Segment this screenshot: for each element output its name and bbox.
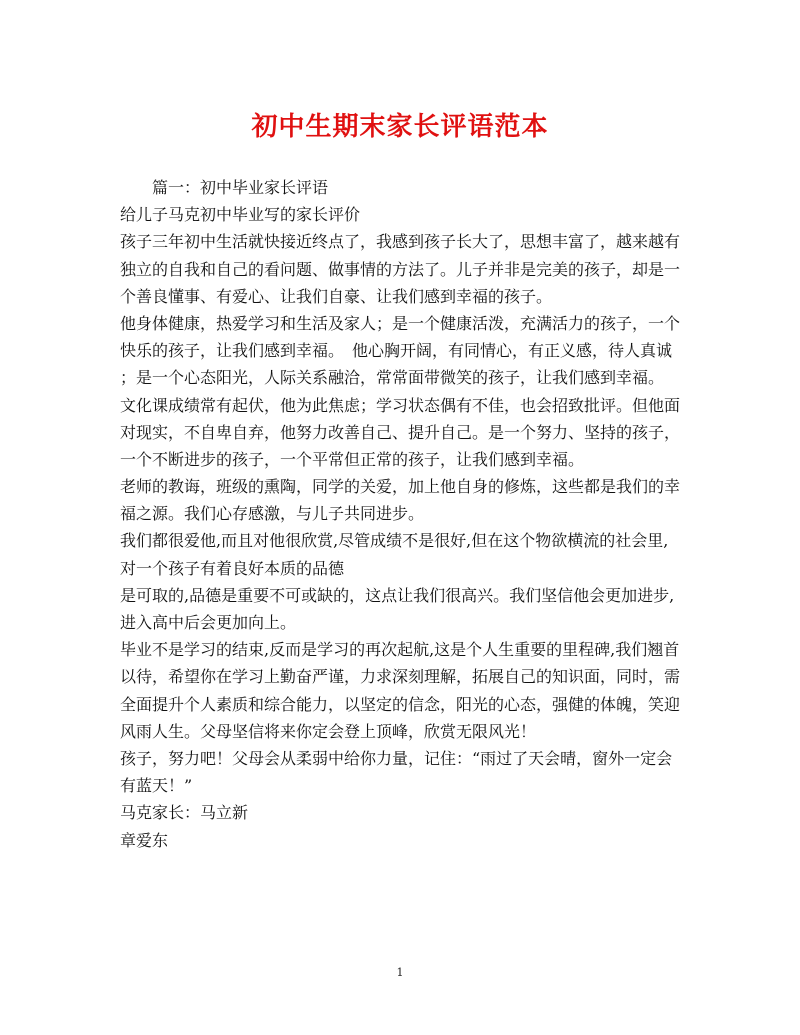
text-line: 是可取的,品德是重要不可或缺的，这点让我们很高兴。我们坚信他会更加进步,	[120, 585, 675, 605]
text-line: 快乐的孩子，让我们感到幸福。 他心胸开阔，有同情心，有正义感，待人真诚	[120, 341, 673, 361]
text-line: 独立的自我和自己的看问题、做事情的方法了。儿子并非是完美的孩子，却是一	[120, 259, 680, 279]
text-line: 有蓝天！”	[120, 776, 193, 796]
page-number: 1	[396, 966, 404, 979]
text-line: 全面提升个人素质和综合能力，以坚定的信念，阳光的心态，强健的体魄，笑迎	[120, 694, 680, 714]
text-line: 给儿子马克初中毕业写的家长评价	[120, 205, 361, 225]
text-line: 文化课成绩常有起伏，他为此焦虑；学习状态偶有不佳，也会招致批评。但他面	[120, 395, 680, 415]
text-line: 一个不断进步的孩子，一个平常但正常的孩子，让我们感到幸福。	[120, 449, 585, 469]
text-line: 福之源。我们心存感激，与儿子共同进步。	[120, 504, 425, 524]
text-line: 毕业不是学习的结束,反而是学习的再次起航,这是个人生重要的里程碑,我们翘首	[120, 640, 680, 660]
text-line: 风雨人生。父母坚信将来你定会登上顶峰，欣赏无限风光！	[120, 721, 537, 741]
signature-line: 章爱东	[120, 830, 169, 850]
text-line: 对一个孩子有着良好本质的品德	[120, 558, 345, 578]
text-line: 对现实，不自卑自弃，他努力改善自己、提升自己。是一个努力、坚持的孩子，	[120, 422, 680, 442]
text-line: 个善良懂事、有爱心、让我们自豪、让我们感到幸福的孩子。	[120, 286, 553, 306]
text-line: 我们都很爱他,而且对他很欣赏,尽管成绩不是很好,但在这个物欲横流的社会里,	[120, 531, 669, 551]
document-title: 初中生期末家长评语范本	[251, 112, 549, 142]
text-line: 进入高中后会更加向上。	[120, 613, 297, 632]
signature-line: 马克家长：马立新	[120, 803, 249, 823]
text-line: 孩子，努力吧！父母会从柔弱中给你力量，记住：“雨过了天会晴，窗外一定会	[120, 748, 673, 768]
text-line: 他身体健康，热爱学习和生活及家人；是一个健康活泼，充满活力的孩子，一个	[120, 313, 680, 333]
text-line: 孩子三年初中生活就快接近终点了，我感到孩子长大了，思想丰富了，越来越有	[120, 232, 680, 252]
text-line: 老师的教诲，班级的熏陶，同学的关爱，加上他自身的修炼，这些都是我们的幸	[120, 477, 680, 497]
text-line: ；是一个心态阳光，人际关系融洽，常常面带微笑的孩子，让我们感到幸福。	[120, 368, 665, 388]
document-body	[120, 174, 680, 854]
text-line: 以待，希望你在学习上勤奋严谨，力求深刻理解，拓展自己的知识面，同时，需	[120, 667, 680, 687]
section-heading: 篇一：初中毕业家长评语	[152, 178, 329, 197]
